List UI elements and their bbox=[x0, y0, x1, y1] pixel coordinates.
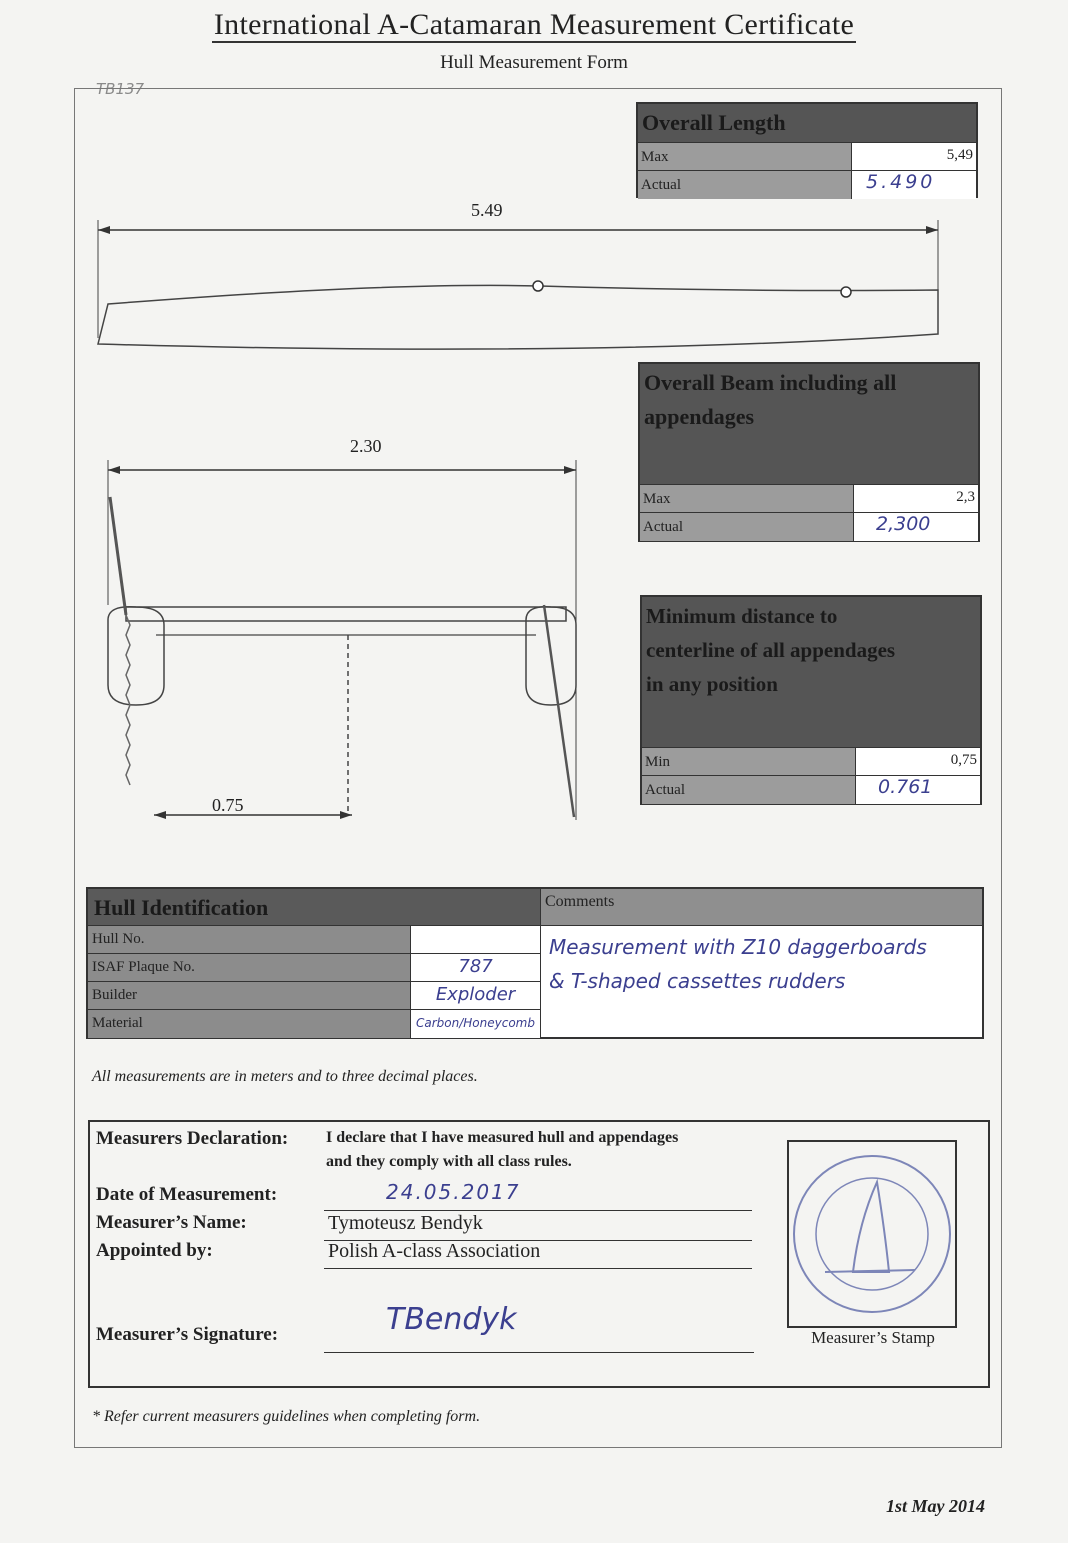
stamp-seal bbox=[789, 1142, 955, 1326]
signature-value[interactable]: TBendyk bbox=[386, 1302, 517, 1337]
hull-row-isaf-plaque: ISAF Plaque No. 787 bbox=[88, 953, 540, 982]
overall-beam-title-line2: appendages bbox=[644, 404, 755, 429]
overall-length-max-label: Max bbox=[638, 143, 851, 171]
units-note: All measurements are in meters and to three decimal places. bbox=[92, 1068, 478, 1085]
footer-note: * Refer current measurers guidelines when completing form. bbox=[92, 1408, 481, 1425]
min-distance-min-label: Min bbox=[642, 748, 855, 776]
overall-beam-actual-label: Actual bbox=[640, 513, 853, 541]
hull-identification-title: Hull Identification bbox=[88, 889, 540, 925]
overall-length-actual-label: Actual bbox=[638, 171, 851, 199]
hull-side-drawing bbox=[88, 208, 948, 358]
page-subtitle: Hull Measurement Form bbox=[440, 52, 628, 73]
measurers-declaration-box bbox=[88, 1120, 990, 1388]
overall-beam-max-label: Max bbox=[640, 485, 853, 513]
page-title: International A-Catamaran Measurement Certificate bbox=[213, 8, 855, 41]
overall-beam-actual-value[interactable]: 2,300 bbox=[876, 513, 931, 535]
signature-label: Measurer’s Signature: bbox=[96, 1324, 279, 1345]
overall-beam-max-value: 2,3 bbox=[853, 485, 978, 513]
appendage-dimension-label: 0.75 bbox=[212, 795, 244, 815]
hull-row-builder: Builder Exploder bbox=[88, 981, 540, 1010]
comments-line1: Measurement with Z10 daggerboards bbox=[549, 935, 927, 959]
min-distance-min-value: 0,75 bbox=[855, 748, 980, 776]
beam-dimension-label: 2.30 bbox=[350, 436, 382, 456]
min-distance-title-line3: in any position bbox=[646, 672, 778, 696]
stamp-label: Measurer’s Stamp bbox=[811, 1328, 935, 1347]
corner-note: TB137 bbox=[96, 80, 145, 98]
overall-beam-title-line1: Overall Beam including all bbox=[644, 370, 897, 395]
hull-front-drawing bbox=[96, 455, 596, 835]
measurer-stamp bbox=[787, 1140, 957, 1328]
hull-row-hull-no: Hull No. bbox=[88, 925, 540, 954]
min-distance-actual-label: Actual bbox=[642, 776, 855, 804]
date-value[interactable]: 24.05.2017 bbox=[386, 1180, 521, 1204]
length-dimension-label: 5.49 bbox=[471, 200, 503, 220]
min-distance-actual-value[interactable]: 0.761 bbox=[878, 776, 933, 798]
hull-identification-table bbox=[86, 887, 984, 1039]
overall-beam-box bbox=[638, 362, 980, 542]
date-label: Date of Measurement: bbox=[96, 1184, 278, 1205]
comments-label: Comments bbox=[540, 889, 982, 925]
appointed-label: Appointed by: bbox=[96, 1240, 213, 1261]
name-label: Measurer’s Name: bbox=[96, 1212, 247, 1233]
overall-length-max-value: 5,49 bbox=[851, 143, 976, 171]
declaration-text: I declare that I have measured hull and appendages and they comply with all class rules. bbox=[326, 1129, 679, 1170]
comments-field[interactable] bbox=[540, 925, 982, 1037]
comments-line2: & T-shaped cassettes rudders bbox=[549, 969, 846, 993]
name-value[interactable]: Tymoteusz Bendyk bbox=[328, 1212, 483, 1234]
min-distance-box bbox=[640, 595, 982, 805]
appointed-value[interactable]: Polish A-class Association bbox=[328, 1240, 541, 1262]
min-distance-title-line1: Minimum distance to bbox=[646, 604, 838, 628]
min-distance-title-line2: centerline of all appendages bbox=[646, 638, 896, 662]
hull-row-material: Material Carbon/Honeycomb bbox=[88, 1009, 540, 1038]
declaration-label: Measurers Declaration: bbox=[96, 1128, 289, 1149]
form-date: 1st May 2014 bbox=[886, 1496, 985, 1516]
overall-length-actual-value[interactable]: 5.490 bbox=[866, 171, 936, 193]
overall-length-box bbox=[636, 102, 978, 198]
overall-length-title: Overall Length bbox=[642, 110, 786, 135]
